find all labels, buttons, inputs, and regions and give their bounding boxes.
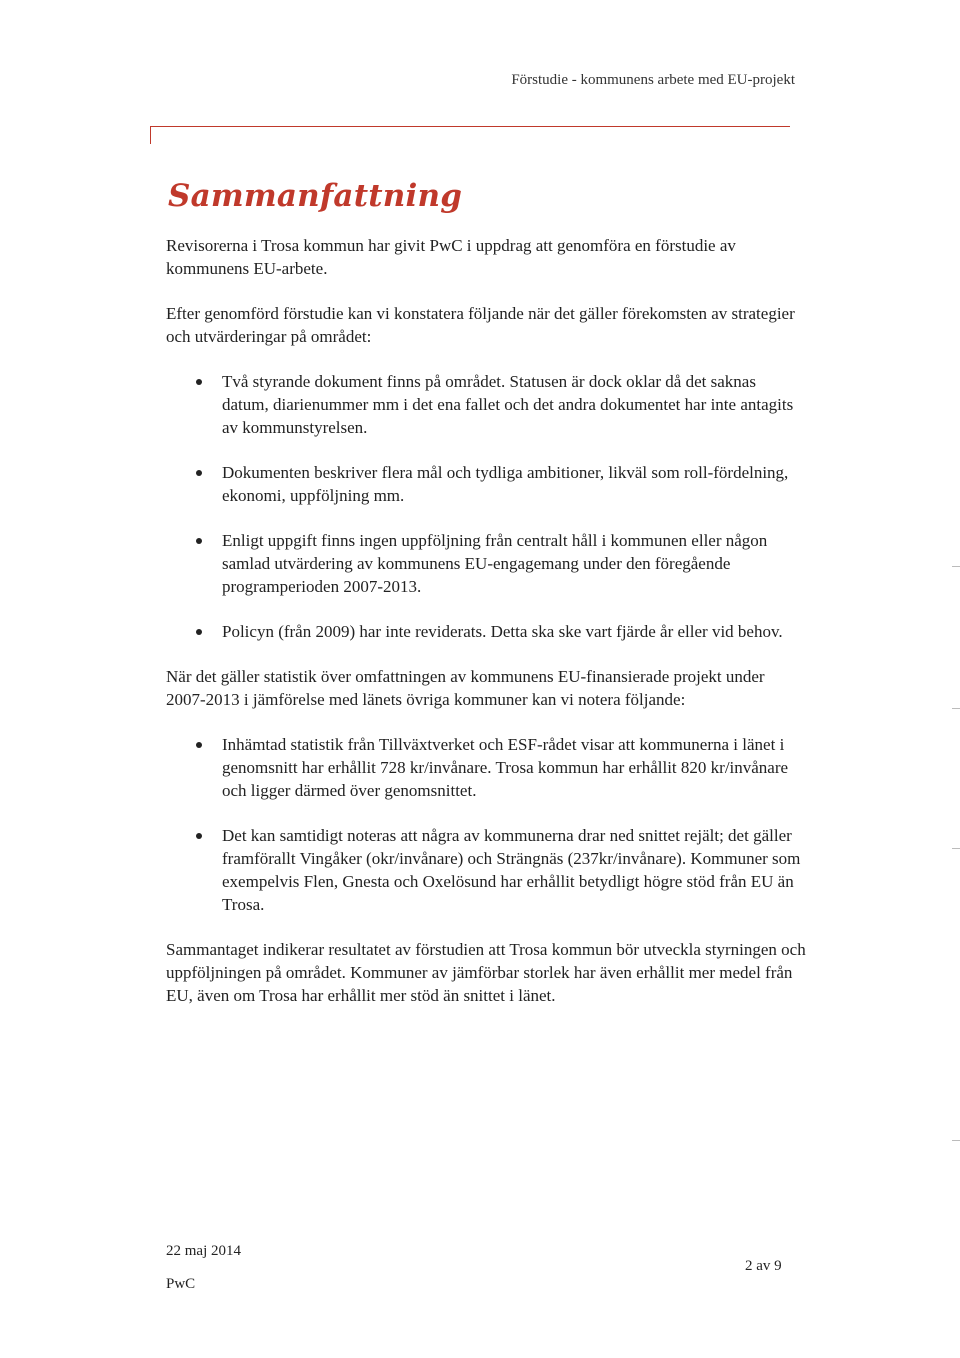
footer-date: 22 maj 2014 [166,1243,241,1259]
margin-mark [952,848,960,849]
margin-mark [952,708,960,709]
margin-mark [952,1140,960,1141]
page-number: 2 av 9 [745,1258,782,1274]
document-body [166,234,806,1007]
bullet-icon [196,629,202,635]
conclusion-paragraph: Sammantaget indikerar resultatet av förstudien att Trosa kommun bör utveckla styrningen och uppföljningen på området. Kommuner av jämförbar storlek har även erhållit mer medel från EU, även om Trosa har erhållit mer stöd än snittet i länet. [166,940,806,1005]
list-item [166,620,806,643]
list-item-text: Två styrande dokument finns på området. Statusen är dock oklar då det saknas datum, diarienummer mm i det ena fallet och det andra dokumentet har inte antagits av kommunstyrelsen. [222,372,794,437]
header-rule [150,126,790,127]
list-item [166,733,806,802]
list-item-text: Det kan samtidigt noteras att några av kommunerna drar ned snittet rejält; det gäller framförallt Vingåker (okr/invånare) och Strängnäs (237kr/invånare). Kommuner som exempelvis Flen, Gnesta och Oxelösund har erhållit betydligt högre stöd från EU än Trosa. [222,826,801,914]
list-item [166,370,806,439]
footer-organization: PwC [166,1276,196,1292]
list-item-text: Inhämtad statistik från Tillväxtverket och ESF-rådet visar att kommunerna i länet i genomsnitt har erhållit 728 kr/invånare. Trosa kommun har erhållit 820 kr/invånare och ligger därmed över genomsnittet. [222,735,789,800]
list-item [166,824,806,916]
statistics-list [166,733,806,916]
page-title: Sammanfattning [168,178,463,214]
list-item [166,529,806,598]
running-header: Förstudie - kommunens arbete med EU-projekt [511,72,795,88]
list-item [166,461,806,507]
statistics-intro-paragraph: När det gäller statistik över omfattningen av kommunens EU-finansierade projekt under 2007-2013 i jämförelse med länets övriga kommuner kan vi notera följande: [166,667,765,709]
bullet-icon [196,833,202,839]
list-item-text: Enligt uppgift finns ingen uppföljning från centralt håll i kommunen eller någon samlad utvärdering av kommunens EU-engagemang under den föregående programperioden 2007-2013. [222,531,768,596]
bullet-icon [196,470,202,476]
header-rule-tick [150,126,151,144]
bullet-icon [196,538,202,544]
bullet-icon [196,379,202,385]
list-item-text: Policyn (från 2009) har inte reviderats. Detta ska ske vart fjärde år eller vid behov. [222,622,783,641]
intro-paragraph: Revisorerna i Trosa kommun har givit PwC i uppdrag att genomföra en förstudie av kommunens EU-arbete. [166,236,736,278]
bullet-icon [196,742,202,748]
margin-mark [952,566,960,567]
list-item-text: Dokumenten beskriver flera mål och tydliga ambitioner, likväl som roll-fördelning, ekonomi, uppföljning mm. [222,463,789,505]
findings-lead-paragraph: Efter genomförd förstudie kan vi konstatera följande när det gäller förekomsten av strategier och utvärderingar på området: [166,304,795,346]
findings-list [166,370,806,643]
